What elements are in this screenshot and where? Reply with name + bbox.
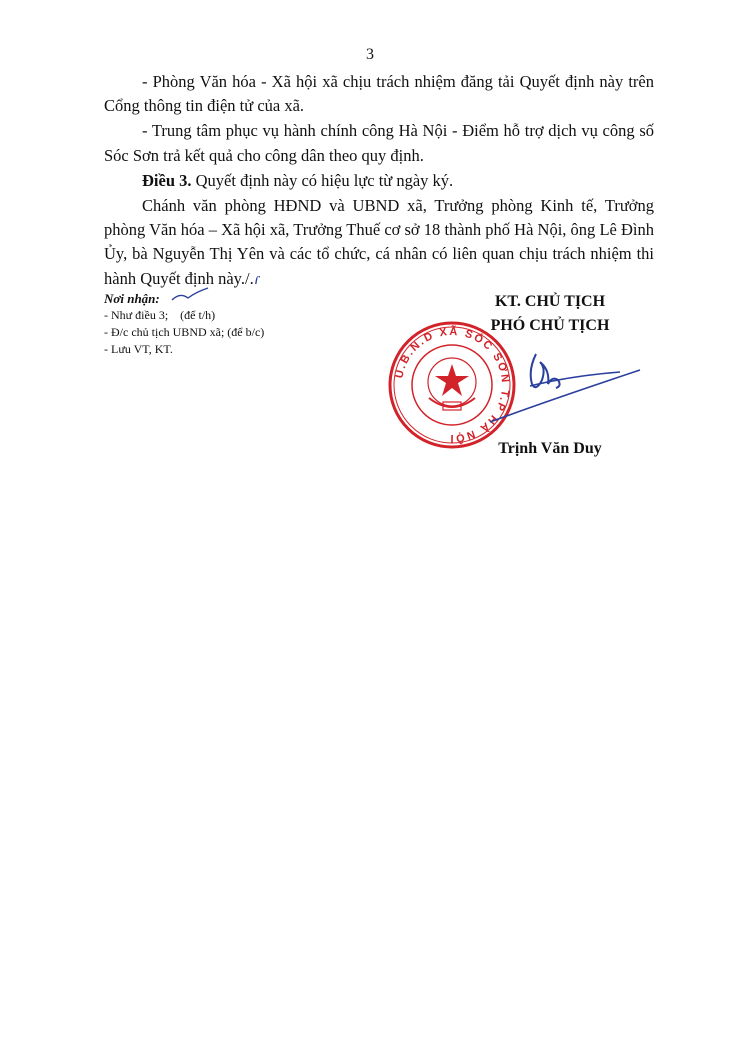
article-3-label: Điều 3.: [142, 170, 192, 190]
recipients-heading: Nơi nhận:: [104, 291, 160, 306]
paragraph-responsible-parties: [104, 194, 654, 291]
initials-mark: ɾ: [253, 268, 260, 288]
paragraph-article-3: [104, 169, 654, 193]
paragraph-culture-office: - Phòng Văn hóa - Xã hội xã chịu trách nhiệm đăng tải Quyết định này trên Cổng thông tin điện tử của xã.: [104, 72, 654, 116]
seal-text: U.B.N.D XÃ SÓC SƠN T.P HÀ NỘI: [393, 325, 512, 445]
recipient-item: - Đ/c chủ tịch UBND xã; (để b/c): [104, 325, 265, 339]
recipient-item: - Như điều 3; (để t/h): [104, 308, 216, 322]
signature-title-2: PHÓ CHỦ TỊCH: [490, 317, 610, 334]
recipient-item: - Lưu VT, KT.: [104, 342, 173, 356]
body-text: [104, 70, 654, 292]
responsible-parties-text: Chánh văn phòng HĐND và UBND xã, Trưởng phòng Kinh tế, Trưởng phòng Văn hóa – Xã hội xã, Trưởng Thuế cơ sở 18 thành phố Hà Nội, ông Lê Đình Ủy, bà Nguyễn Thị Yên và các tổ chức, cá nhân có liên quan chịu trách nhiệm thi hành Quyết định này./.: [104, 196, 654, 288]
handwritten-signature-icon: [470, 340, 650, 430]
recipients-block: [104, 290, 364, 358]
paragraph-service-center: - Trung tâm phục vụ hành chính công Hà Nội - Điểm hỗ trợ dịch vụ công số Sóc Sơn trả kết quả cho công dân theo quy định.: [104, 121, 654, 165]
article-3-text: Quyết định này có hiệu lực từ ngày ký.: [191, 170, 454, 190]
page-number: 3: [366, 46, 374, 63]
signer-name: Trịnh Văn Duy: [498, 440, 602, 457]
signature-title-1: KT. CHỦ TỊCH: [494, 293, 606, 310]
